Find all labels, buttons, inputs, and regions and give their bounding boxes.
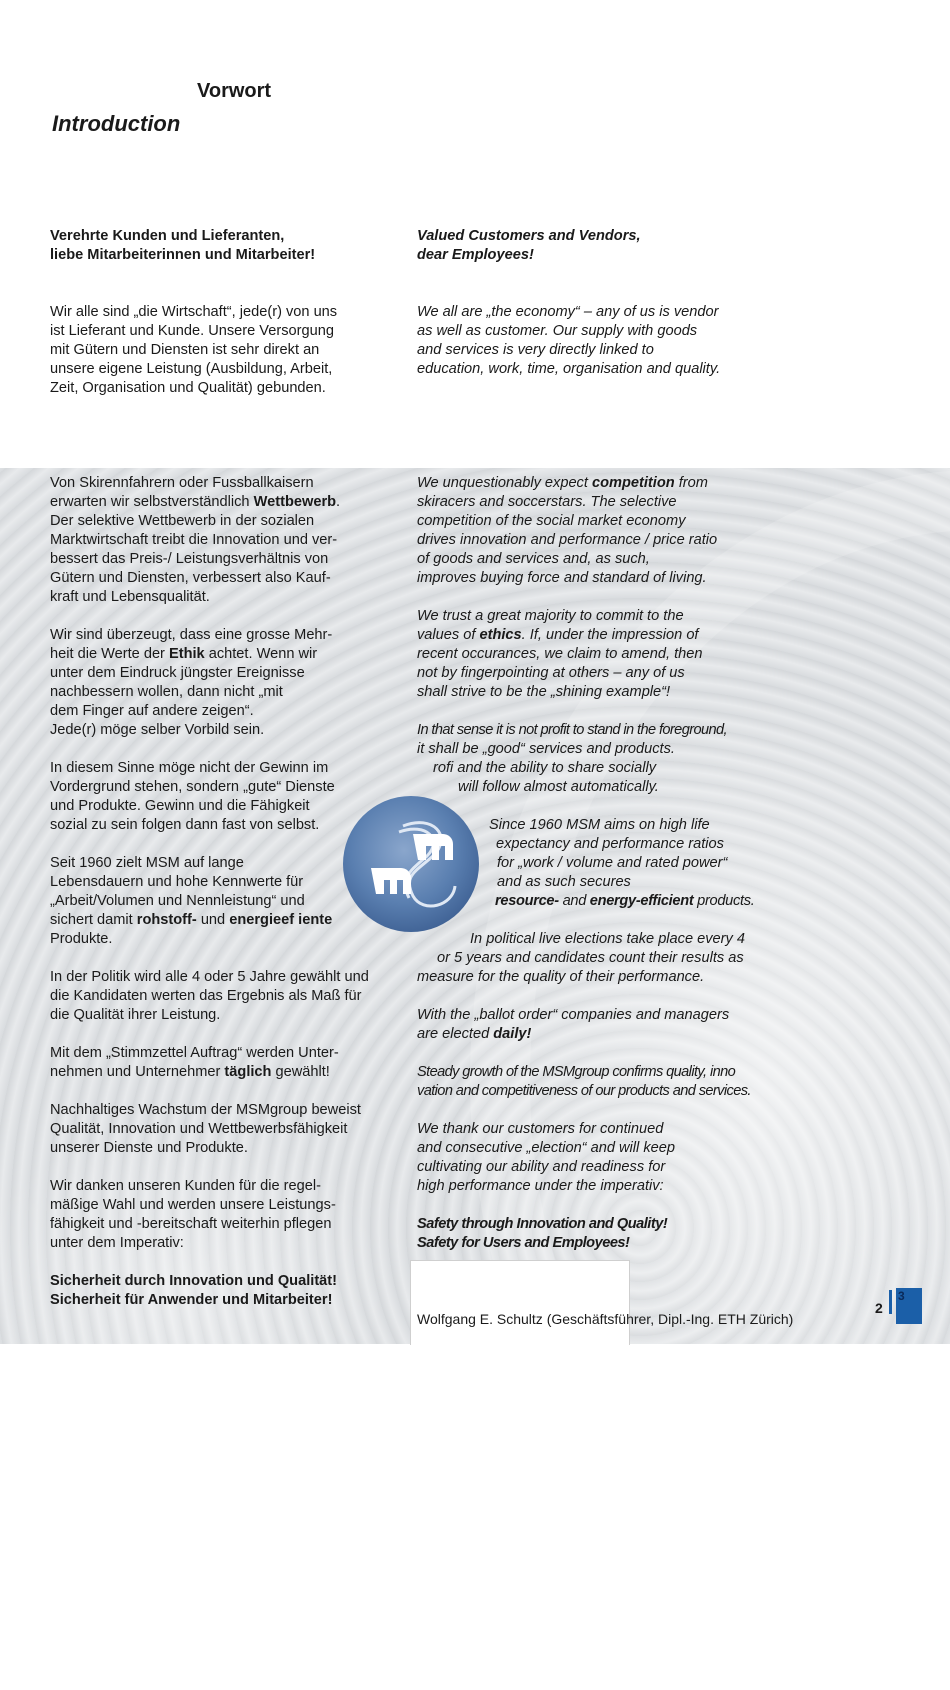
paragraph-en-4: Since 1960 MSM aims on high life expectancy and performance ratios for „work / volume and rated power“ and as such secures resource- and energy-efficient products. <box>489 817 755 909</box>
intro-en: We all are „the economy“ – any of us is vendor as well as customer. Our supply with goods and services is very directly linked to education, work, time, organisation and quality. <box>417 304 721 377</box>
paragraph-en-1: We unquestionably expect competition from skiracers and soccerstars. The selective competition of the social market economy drives innovation and performance / price ratio of goods and services and, as such, improves buying force and standard of living. <box>417 475 718 586</box>
page-divider <box>889 1290 892 1314</box>
signature-line: Wolfgang E. Schultz (Geschäftsführer, Dipl.-Ing. ETH Zürich) <box>417 1311 794 1327</box>
paragraph-en-2: We trust a great majority to commit to the values of ethics. If, under the impression of recent occurances, we claim to amend, then not by fingerpointing at others – any of us shall strive to be the „shining example“! <box>417 608 703 700</box>
paragraph-de-8: Wir danken unseren Kunden für die regel- mäßige Wahl und werden unsere Leistungs- fähigkeit und -bereitschaft weiterhin pflegen unter dem Imperativ: <box>50 1178 336 1251</box>
paragraph-de-1: Von Skirennfahrern oder Fussballkaisern erwarten wir selbstverständlich Wettbewerb. Der selektive Wettbewerb in der sozialen Marktwirtschaft treibt die Innovation und ver- bessert das Preis-/ Leistungsverhältnis von Gütern und Diensten, verbessert also Kauf- kraft und Lebensqualität. <box>50 475 341 605</box>
paragraph-en-5: In political live elections take place every 4 or 5 years and candidates count their results as measure for the quality of their performance. <box>417 931 745 985</box>
paragraph-en-6: With the „ballot order“ companies and managers are elected daily! <box>417 1007 730 1042</box>
paragraph-de-9: Sicherheit durch Innovation und Qualität! Sicherheit für Anwender und Mitarbeiter! <box>50 1273 338 1308</box>
intro-de: Wir alle sind „die Wirtschaft“, jede(r) von uns ist Lieferant und Kunde. Unsere Versorgung mit Gütern und Diensten ist sehr direkt an unsere eigene Leistung (Ausbildung, Arbeit, Zeit, Organisation und Qualität) gebunden. <box>50 304 338 396</box>
page-number-left: 2 <box>875 1300 883 1316</box>
paragraph-de-2: Wir sind überzeugt, dass eine grosse Mehr- heit die Werte der Ethik achtet. Wenn wir unter dem Eindruck jüngster Ereignisse nachbessern wollen, dann nicht „mit dem Finger auf andere zeigen“. Jede(r) möge selber Vorbild sein. <box>50 627 333 738</box>
page-title-en: Introduction <box>52 111 181 136</box>
paragraph-de-7: Nachhaltiges Wachstum der MSMgroup beweist Qualität, Innovation und Wettbewerbsfähigkeit unserer Dienste und Produkte. <box>50 1102 361 1156</box>
paragraph-en-7: Steady growth of the MSMgroup confirms quality, inno vation and competitiveness of our products and services. <box>417 1064 751 1099</box>
greeting-en: Valued Customers and Vendors, dear Employees! <box>417 228 641 263</box>
page-title-de: Vorwort <box>197 80 272 102</box>
paragraph-en-3: In that sense it is not profit to stand in the foreground, it shall be „good“ services and products. rofi and the ability to share socially will follow almost automatically. <box>417 722 727 795</box>
page-number-right: 3 <box>898 1289 905 1303</box>
msm-logo-icon <box>343 796 479 932</box>
paragraph-de-3: In diesem Sinne möge nicht der Gewinn im Vordergrund stehen, sondern „gute“ Dienste und Produkte. Gewinn und die Fähigkeit sozial zu sein folgen dann fast von selbst. <box>50 760 335 833</box>
paragraph-de-5: In der Politik wird alle 4 oder 5 Jahre gewählt und die Kandidaten werten das Ergebnis als Maß für die Qualität ihrer Leistung. <box>50 969 369 1023</box>
paragraph-de-4: Seit 1960 zielt MSM auf lange Lebensdauern und hohe Kennwerte für „Arbeit/Volumen und Nennleistung“ und sichert damit rohstoff- und energieef iente Produkte. <box>50 855 333 947</box>
paragraph-en-8: We thank our customers for continued and consecutive „election“ and will keep cultivating our ability and readiness for high performance under the imperativ: <box>417 1121 675 1194</box>
signature-box <box>410 1260 630 1345</box>
greeting-de: Verehrte Kunden und Lieferanten, liebe Mitarbeiterinnen und Mitarbeiter! <box>50 228 316 263</box>
paragraph-de-6: Mit dem „Stimmzettel Auftrag“ werden Unter- nehmen und Unternehmer täglich gewählt! <box>50 1045 339 1080</box>
paragraph-en-9: Safety through Innovation and Quality! Safety for Users and Employees! <box>417 1216 668 1251</box>
